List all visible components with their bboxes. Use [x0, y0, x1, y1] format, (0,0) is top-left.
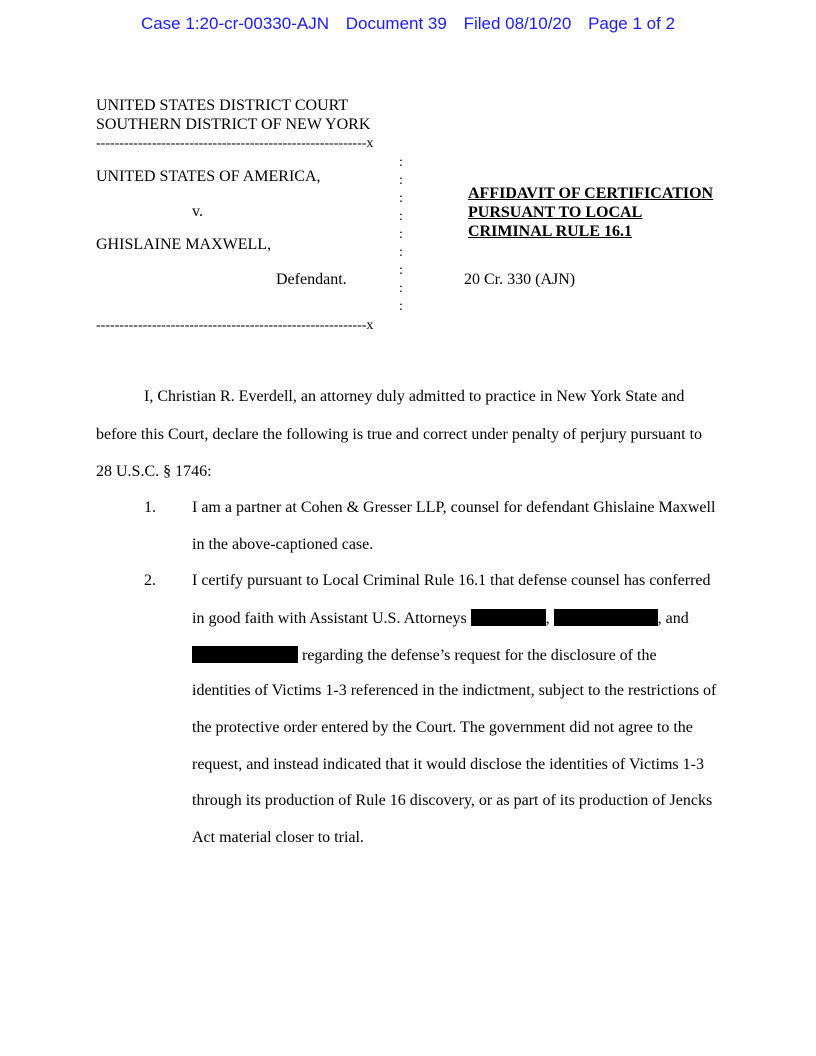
redaction-block — [192, 646, 298, 663]
item2-text: , and — [657, 610, 689, 627]
caption-colon: : — [399, 227, 403, 242]
item2-text-with-redactions — [192, 609, 689, 628]
caption-colon: : — [399, 209, 403, 224]
item2-text: request, and instead indicated that it would disclose the identities of Victims 1-3 — [192, 756, 704, 773]
item2-text: Act material closer to trial. — [192, 829, 364, 846]
item2-text: through its production of Rule 16 discovery, or as part of its production of Jencks — [192, 792, 713, 809]
caption-colon: : — [399, 173, 403, 188]
caption-colon: : — [399, 155, 403, 170]
item1-text: in the above-captioned case. — [192, 536, 374, 553]
page-number-stamp: Page 1 of 2 — [588, 14, 676, 33]
versus-label: v. — [192, 203, 203, 220]
caption-colon: : — [399, 263, 403, 278]
caption-colon: : — [399, 299, 403, 314]
intro-line: I, Christian R. Everdell, an attorney duly admitted to practice in New York State and — [144, 388, 685, 405]
item2-text: the protective order entered by the Court. The government did not agree to the — [192, 719, 693, 736]
redaction-block — [471, 609, 546, 626]
document-title — [468, 184, 713, 241]
item2-text: in good faith with Assistant U.S. Attorneys — [192, 610, 467, 627]
item1-text: I am a partner at Cohen & Gresser LLP, counsel for defendant Ghislaine Maxwell — [192, 499, 716, 516]
plaintiff-name: UNITED STATES OF AMERICA, — [96, 168, 321, 185]
caption-colon: : — [399, 245, 403, 260]
case-number: 20 Cr. 330 (AJN) — [464, 271, 576, 288]
defendant-name: GHISLAINE MAXWELL, — [96, 236, 272, 253]
title-line3: CRIMINAL RULE 16.1 — [468, 223, 633, 240]
court-name-line1: UNITED STATES DISTRICT COURT — [96, 97, 349, 114]
item-number: 1. — [144, 499, 156, 516]
item-number: 2. — [144, 572, 156, 589]
item2-text: , — [545, 610, 550, 627]
case-number-stamp: Case 1:20-cr-00330-AJN — [140, 14, 329, 33]
title-line1: AFFIDAVIT OF CERTIFICATION — [468, 185, 714, 202]
court-name-line2: SOUTHERN DISTRICT OF NEW YORK — [96, 116, 371, 133]
item2-text: regarding the defense’s request for the disclosure of the — [302, 647, 657, 664]
redaction-block — [554, 609, 658, 626]
filed-date-stamp: Filed 08/10/20 — [463, 14, 572, 33]
item2-text-with-redaction — [192, 646, 657, 665]
caption-bottom-rule: ----------------------------------------------------------x — [96, 318, 374, 333]
item2-text: I certify pursuant to Local Criminal Rule 16.1 that defense counsel has conferred — [192, 572, 711, 589]
document-number-stamp: Document 39 — [345, 14, 447, 33]
title-line2: PURSUANT TO LOCAL — [468, 204, 643, 221]
intro-line: before this Court, declare the following is true and correct under penalty of perjury pursuant to — [96, 426, 703, 443]
defendant-label: Defendant. — [276, 271, 347, 288]
caption-top-rule: ----------------------------------------------------------x — [96, 136, 374, 151]
caption-colon: : — [399, 191, 403, 206]
item2-text: identities of Victims 1-3 referenced in the indictment, subject to the restrictions of — [192, 682, 717, 699]
caption-colon: : — [399, 281, 403, 296]
intro-line: 28 U.S.C. § 1746: — [96, 463, 212, 480]
case-header-stamp — [0, 14, 816, 34]
